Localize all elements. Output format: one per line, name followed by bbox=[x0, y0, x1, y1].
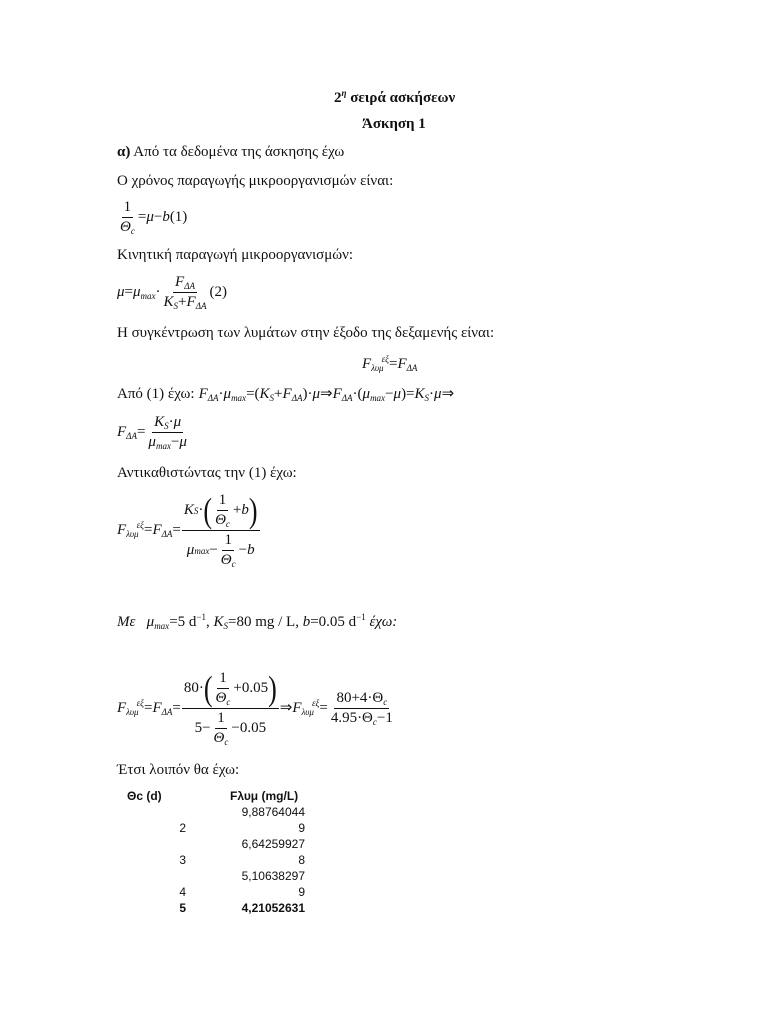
eq7-inner-fraction bbox=[214, 670, 233, 707]
table-row bbox=[118, 804, 305, 820]
eq7-den-one: 1 bbox=[215, 710, 227, 729]
eq1-fraction bbox=[118, 199, 137, 236]
eq7-005b: 0.05 bbox=[239, 720, 267, 736]
eq6-f2: F bbox=[152, 521, 162, 538]
eq4-mu5: μ bbox=[434, 386, 442, 402]
eq4-mu3: μ bbox=[362, 386, 371, 402]
equation-7: $F_{\lambda\upsilon\mu}^{\varepsilon\xi}=F_{\Delta A}=$ 80 · ( $\frac{1}{\Theta_c}$ + 0.05 ) 5 − $\frac{1}{\Theta_c}$ − 0.05 $\Rightarrow F_{\lambda\upsilon\mu}^{\varepsilon\xi}=$ $\frac{80+4\cdot\Theta_c}{4.95\cdot\Theta_c-1}$ bbox=[117, 668, 393, 747]
eq7-five: 5 bbox=[194, 720, 203, 736]
eq4-mu2: μ bbox=[312, 386, 320, 402]
para-a bbox=[117, 144, 344, 161]
with-values-line: Με $\mu_{max}=5$ $d^{-1}$, $K_S=80$ mg / L, b=0.05 $d^{-1}$ έχω: bbox=[117, 612, 398, 631]
with-k: K bbox=[213, 614, 224, 630]
eq7-005: 0.05 bbox=[241, 680, 269, 696]
table-cell: 3 bbox=[179, 853, 186, 867]
eq6-theta: Θ bbox=[215, 512, 226, 528]
eq5-da: ΔΑ bbox=[126, 430, 137, 441]
para-kinetic: Κινητική παραγωγή μικροοργανισμών: bbox=[117, 247, 354, 263]
eq6-da: ΔΑ bbox=[161, 528, 173, 539]
eq1-label: (1) bbox=[169, 208, 188, 225]
para-a-text: Από τα δεδομένα της άσκησης έχω bbox=[130, 144, 345, 160]
eq7-rhs-c2: c bbox=[372, 717, 377, 727]
table-row bbox=[118, 884, 305, 900]
eq3-ex: εξ bbox=[381, 354, 389, 364]
eq2-mu: μ bbox=[117, 283, 125, 300]
eq4-da: ΔΑ bbox=[207, 393, 219, 403]
eq3-f: F bbox=[362, 356, 372, 372]
table-cell: 6,64259927 bbox=[241, 837, 305, 851]
para-time: Ο χρόνος παραγωγής μικροοργανισμών είναι: bbox=[117, 173, 394, 189]
with-max: max bbox=[154, 621, 170, 631]
eq7-rhs-den: 4.95·Θ bbox=[330, 710, 373, 726]
with-s: S bbox=[223, 621, 228, 631]
eq7-f: F bbox=[117, 699, 127, 716]
with-mu: μ bbox=[146, 614, 155, 630]
eq4-s: S bbox=[269, 393, 275, 403]
eq7-eighty: 80 bbox=[183, 680, 199, 696]
from-1-text: Από (1) έχω: bbox=[117, 386, 195, 402]
eq4-k: K bbox=[259, 386, 270, 402]
eq5-max: max bbox=[155, 441, 171, 451]
eq5-k: K bbox=[154, 414, 165, 430]
eq7-theta2: Θ bbox=[213, 730, 225, 746]
with-exp1: −1 bbox=[196, 612, 206, 622]
equation-flym: $F_{\lambda\upsilon\mu}^{\varepsilon\xi}=F_{\Delta A}$ bbox=[362, 354, 418, 373]
eq4-s2: S bbox=[424, 393, 430, 403]
eq2-max: max bbox=[140, 290, 156, 301]
eq7-ex2: εξ bbox=[311, 697, 320, 708]
equation-2: $\mu=\mu_{max}\cdot$ $\frac{F_{\Delta A}}{K_S+F_{\Delta A}}$ (2) bbox=[117, 274, 227, 311]
eq6-ex: εξ bbox=[136, 519, 144, 530]
eq7-c: c bbox=[226, 697, 231, 707]
eq7-rhs-c: c bbox=[383, 697, 388, 707]
series-number: 2 bbox=[334, 90, 342, 106]
eq2-mu-max: μ bbox=[133, 283, 141, 300]
table-header-row bbox=[118, 788, 305, 804]
eq6-den-one: 1 bbox=[222, 532, 234, 551]
eq6-den-fraction bbox=[219, 532, 238, 569]
para-concentration: Η συγκέντρωση των λυμάτων στην έξοδο της δεξαμενής είναι: bbox=[117, 325, 495, 341]
with-b: b bbox=[302, 614, 311, 630]
table-cell: 8 bbox=[298, 853, 305, 867]
with-text: Με bbox=[117, 614, 136, 630]
eq5-f: F bbox=[117, 423, 127, 440]
with-exp2: −1 bbox=[356, 612, 366, 622]
with-ks-rhs: =80 mg / L, bbox=[228, 614, 299, 630]
table-row bbox=[118, 836, 305, 852]
eq6-inner-one: 1 bbox=[217, 492, 229, 511]
eq3-lym: λυμ bbox=[371, 363, 384, 373]
table-row bbox=[118, 868, 305, 884]
table-cell: 9 bbox=[298, 885, 305, 899]
eq4-f2: F bbox=[282, 386, 292, 402]
from-1-line: Από (1) έχω: $F_{\Delta A}\cdot\mu_{max}=(K_S+F_{\Delta A})\cdot\mu\Rightarrow F_{\Delta A}\cdot(\mu_{max}-\mu)=K_S\cdot\mu\Rightarrow$ bbox=[117, 386, 455, 403]
eq4-mu4: μ bbox=[393, 386, 402, 402]
eq7-theta: Θ bbox=[215, 690, 227, 706]
eq5-mu-max: μ bbox=[148, 434, 156, 450]
eq7-da: ΔΑ bbox=[161, 706, 173, 717]
para-a-label: α) bbox=[117, 144, 131, 160]
table-cell: 9 bbox=[298, 821, 305, 835]
table-row bbox=[118, 852, 305, 868]
table-cell: 5 bbox=[179, 901, 186, 915]
eq1-theta: Θ bbox=[120, 219, 131, 235]
eq4-max2: max bbox=[370, 393, 386, 403]
eq6-b2: b bbox=[247, 542, 255, 558]
eq7-rhs-num: 80+4·Θ bbox=[336, 690, 384, 706]
equation-6: $F_{\lambda\upsilon\mu}^{\varepsilon\xi}=F_{\Delta A}=$ K S · ( $\frac{1}{\Theta_c}$ + b ) μ max − $\frac{1}{\Theta_c}$ − b bbox=[117, 490, 258, 569]
eq4-da2: ΔΑ bbox=[291, 393, 303, 403]
para-substituting: Αντικαθιστώντας την (1) έχω: bbox=[117, 465, 297, 481]
eq2-s: S bbox=[173, 301, 179, 311]
with-ekho: έχω: bbox=[369, 614, 398, 630]
eq3-da: ΔΑ bbox=[406, 363, 418, 373]
eq2-da2: ΔΑ bbox=[195, 301, 207, 311]
eq1-mu: μ bbox=[146, 208, 154, 225]
eq2-f2: F bbox=[186, 294, 196, 310]
eq6-f: F bbox=[117, 521, 127, 538]
eq4-k2: K bbox=[414, 386, 425, 402]
eq7-fraction: 80 · ( $\frac{1}{\Theta_c}$ + 0.05 ) 5 − $\frac{1}{\Theta_c}$ − 0.05 bbox=[183, 668, 277, 747]
eq1-c: c bbox=[130, 226, 135, 236]
table-cell bbox=[118, 836, 230, 852]
table-cell bbox=[118, 868, 230, 884]
with-b-rhs: =0.05 d bbox=[310, 614, 357, 630]
eq2-label: (2) bbox=[209, 283, 227, 300]
eq1-b: b bbox=[162, 208, 170, 225]
eq6-c: c bbox=[225, 519, 230, 529]
eq4-da3: ΔΑ bbox=[341, 393, 353, 403]
eq7-rhs-den-b: −1 bbox=[376, 710, 393, 726]
eq6-lym: λυμ bbox=[126, 528, 139, 539]
eq6-b: b bbox=[241, 502, 249, 518]
eq7-c2: c bbox=[224, 737, 229, 747]
eq7-den-fraction bbox=[212, 710, 231, 747]
eq1-num: 1 bbox=[122, 199, 134, 218]
table-cell: 4,21052631 bbox=[241, 901, 305, 915]
eq2-f: F bbox=[175, 274, 185, 290]
exercise-title: Άσκηση 1 bbox=[362, 116, 426, 132]
eq5-s: S bbox=[164, 421, 169, 431]
eq4-f3: F bbox=[332, 386, 342, 402]
results-table bbox=[118, 788, 305, 916]
eq2-fraction: $\frac{F_{\Delta A}}{K_S+F_{\Delta A}}$ bbox=[163, 274, 207, 311]
eq6-mu-max: μ bbox=[186, 542, 195, 558]
eq7-f2: F bbox=[152, 699, 162, 716]
table-row bbox=[118, 900, 305, 916]
eq7-ex: εξ bbox=[136, 697, 144, 708]
eq7-rhs-fraction bbox=[329, 690, 395, 727]
table-cell bbox=[118, 804, 230, 820]
eq2-k: K bbox=[163, 294, 174, 310]
para-thus: Έτσι λοιπόν θα έχω: bbox=[117, 762, 240, 778]
table-cell: 5,10638297 bbox=[241, 869, 305, 883]
table-cell: 2 bbox=[179, 821, 186, 835]
eq3-f2: F bbox=[397, 356, 407, 372]
eq4-f: F bbox=[198, 386, 208, 402]
equation-1: $\frac{1}{\Theta_c}$ =μ−b(1) bbox=[120, 199, 188, 236]
eq6-theta2: Θ bbox=[220, 552, 232, 568]
with-mu-rhs: =5 d bbox=[169, 614, 197, 630]
eq6-max: max bbox=[194, 545, 210, 556]
eq5-fraction: $\frac{K_S\cdot\mu}{\mu_{max}-\mu}$ bbox=[148, 414, 187, 451]
eq5-mu: μ bbox=[173, 414, 182, 430]
eq5-mu2: μ bbox=[179, 434, 187, 450]
table-cell: 9,88764044 bbox=[241, 805, 305, 819]
eq6-c2: c bbox=[231, 559, 236, 569]
eq7-lym2: λυμ bbox=[301, 706, 314, 717]
eq4-max: max bbox=[231, 393, 247, 403]
header-flym: Fλυμ (mg/L) bbox=[230, 789, 299, 803]
series-title bbox=[334, 88, 455, 107]
table-cell: 4 bbox=[179, 885, 186, 899]
eq6-inner-fraction bbox=[213, 492, 232, 529]
eq2-da: ΔΑ bbox=[184, 281, 195, 291]
eq7-lym: λυμ bbox=[126, 706, 139, 717]
eq6-fraction: K S · ( $\frac{1}{\Theta_c}$ + b ) μ max − $\frac{1}{\Theta_c}$ − b bbox=[183, 490, 258, 569]
eq6-s: S bbox=[193, 505, 199, 516]
eq7-inner-one: 1 bbox=[217, 670, 229, 689]
equation-fda: $F_{\Delta A}=$ $\frac{K_S\cdot\mu}{\mu_{max}-\mu}$ bbox=[117, 414, 187, 451]
header-theta: Θc (d) bbox=[127, 789, 162, 803]
eq7-f3: F bbox=[292, 699, 302, 716]
eq4-mu: μ bbox=[223, 386, 232, 402]
series-rest: σειρά ασκήσεων bbox=[346, 90, 456, 106]
series-sup: η bbox=[341, 88, 347, 98]
eq6-k: K bbox=[183, 502, 194, 518]
table-row bbox=[118, 820, 305, 836]
